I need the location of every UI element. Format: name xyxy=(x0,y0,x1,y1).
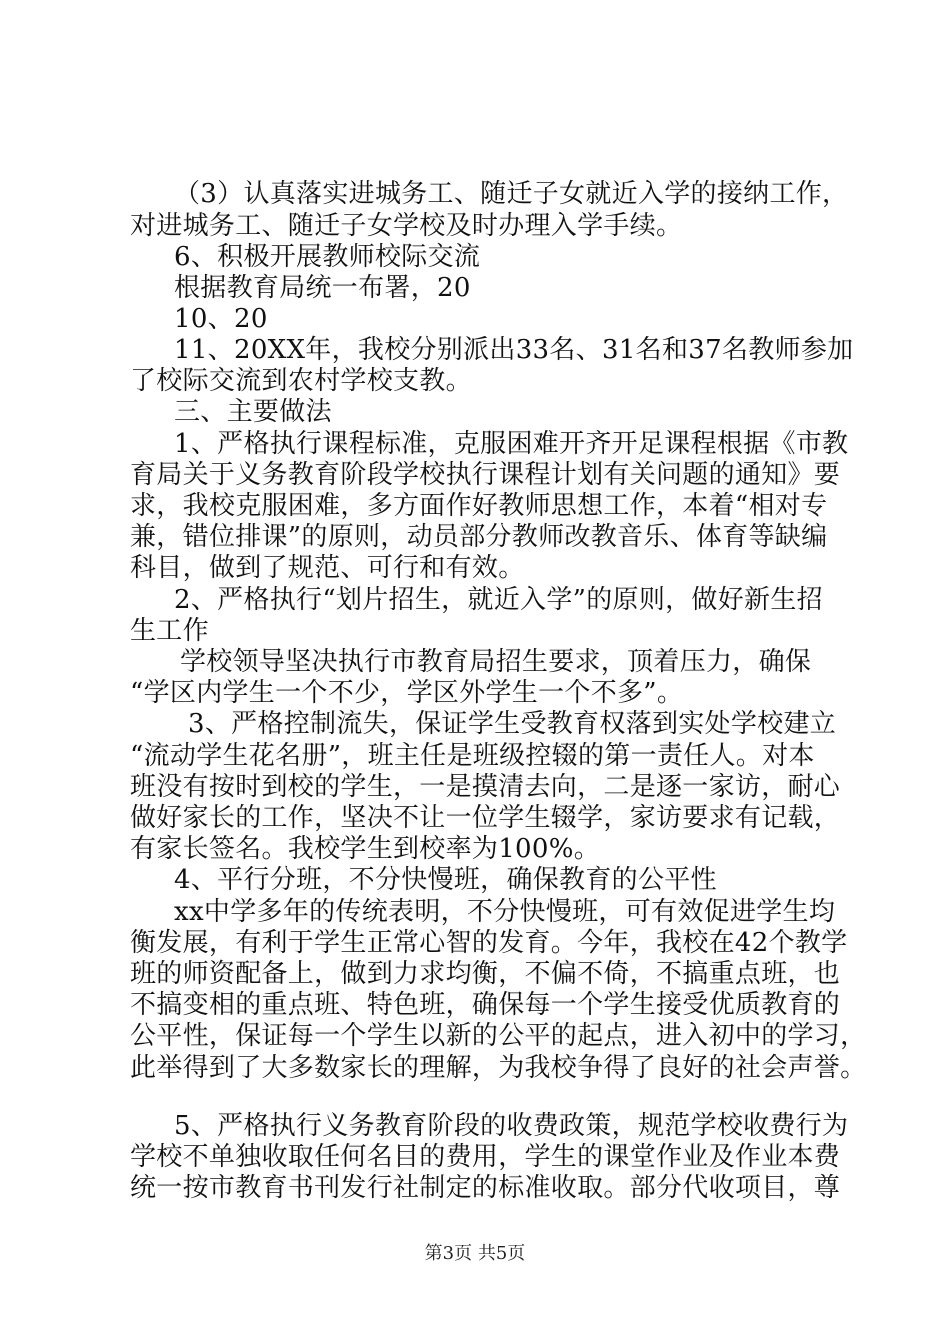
text-line: 1、严格执行课程标准，克服困难开齐开足课程根据《市教 xyxy=(174,429,849,459)
section-heading: 三、主要做法 xyxy=(174,397,332,427)
text-line: 2、严格执行“划片招生，就近入学”的原则，做好新生招 xyxy=(174,585,823,615)
text-line: 有家长签名。我校学生到校率为100%。 xyxy=(130,834,601,864)
text-line: 科目，做到了规范、可行和有效。 xyxy=(130,553,525,583)
text-line: 了校际交流到农村学校支教。 xyxy=(130,366,472,396)
text-line: 5、严格执行义务教育阶段的收费政策，规范学校收费行为 xyxy=(174,1111,849,1141)
text-line: 此举得到了大多数家长的理解，为我校争得了良好的社会声誉。 xyxy=(130,1053,867,1083)
text-line: 不搞变相的重点班、特色班，确保每一个学生接受优质教育的 xyxy=(130,990,841,1020)
text-line: xx中学多年的传统表明，不分快慢班，可有效促进学生均 xyxy=(174,897,836,927)
text-line: 班的师资配备上，做到力求均衡，不偏不倚，不搞重点班，也 xyxy=(130,959,841,989)
text-line: 做好家长的工作，坚决不让一位学生辍学，家访要求有记载， xyxy=(130,803,841,833)
text-line: 10、20 xyxy=(174,304,268,334)
text-line: 4、平行分班，不分快慢班，确保教育的公平性 xyxy=(174,865,717,895)
page-footer: 第3页 共5页 xyxy=(424,1243,526,1264)
text-line: 统一按市教育书刊发行社制定的标准收取。部分代收项目，尊 xyxy=(130,1173,841,1203)
text-line: 求，我校克服困难，多方面作好教师思想工作，本着“相对专 xyxy=(130,491,828,521)
text-line: “流动学生花名册”，班主任是班级控辍的第一责任人。对本 xyxy=(130,741,815,771)
text-line: “学区内学生一个不少，学区外学生一个不多”。 xyxy=(130,678,684,708)
text-line: 衡发展，有利于学生正常心智的发育。今年，我校在42个教学 xyxy=(130,928,848,958)
text-line: 学校不单独收取任何名目的费用，学生的课堂作业及作业本费 xyxy=(130,1142,841,1172)
text-line: 班没有按时到校的学生，一是摸清去向，二是逐一家访，耐心 xyxy=(130,772,841,802)
text-line: 学校领导坚决执行市教育局招生要求，顶着压力，确保 xyxy=(180,647,812,677)
text-line: 6、积极开展教师校际交流 xyxy=(174,242,481,272)
text-line: 3、严格控制流失，保证学生受教育权落到实处学校建立 xyxy=(188,709,837,739)
text-line: 11、20XX年，我校分别派出33名、31名和37名教师参加 xyxy=(174,335,854,365)
text-line: 兼，错位排课”的原则，动员部分教师改教音乐、体育等缺编 xyxy=(130,522,828,552)
text-line: 生工作 xyxy=(130,616,209,646)
text-line: 育局关于义务教育阶段学校执行课程计划有关问题的通知》要 xyxy=(130,460,841,490)
text-line: 根据教育局统一布署，20 xyxy=(174,273,471,303)
text-line: （3）认真落实进城务工、随迁子女就近入学的接纳工作， xyxy=(174,179,849,209)
text-line: 公平性，保证每一个学生以新的公平的起点，进入初中的学习， xyxy=(130,1021,867,1051)
text-line: 对进城务工、随迁子女学校及时办理入学手续。 xyxy=(130,211,683,241)
